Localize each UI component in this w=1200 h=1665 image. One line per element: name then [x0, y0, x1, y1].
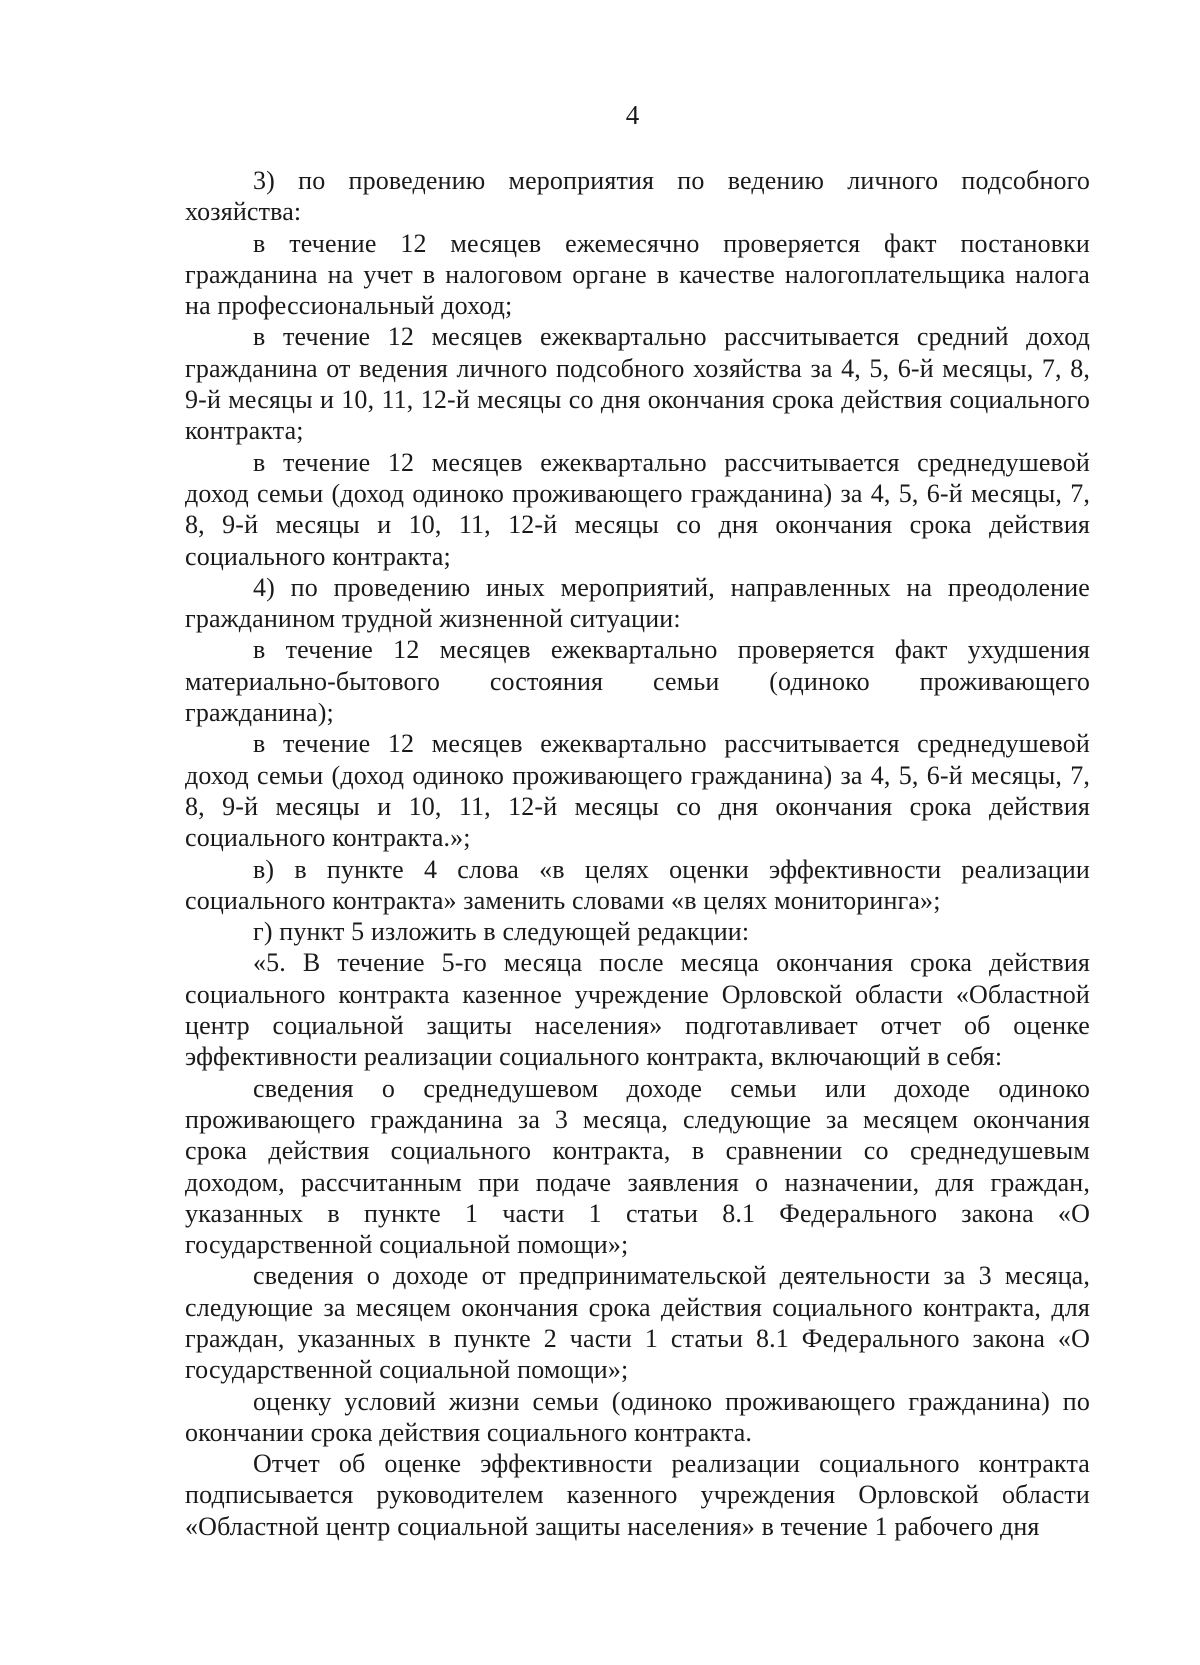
paragraph: сведения о доходе от предпринимательской деятельности за 3 месяца, следующие за месяцем окончания срока действия социального контракта, для граждан, указанных в пункте 2 части 1 статьи 8.1 Федерального закона «О государственной социальной помощи»;: [185, 1261, 1090, 1385]
paragraph: 3) по проведению мероприятия по ведению личного подсобного хозяйства:: [185, 166, 1090, 227]
paragraph: 4) по проведению иных мероприятий, направленных на преодоление гражданином трудной жизненной ситуации:: [185, 572, 1090, 634]
paragraph: в течение 12 месяцев ежеквартально рассчитывается среднедушевой доход семьи (доход одиноко проживающего гражданина) за 4, 5, 6-й месяцы, 7, 8, 9-й месяцы и 10, 11, 12-й месяцы со дня окончания срока действия социального контракта.»;: [185, 729, 1090, 853]
paragraph: оценку условий жизни семьи (одиноко проживающего гражданина) по окончании срока действия социального контракта.: [185, 1386, 1090, 1447]
paragraph: в течение 12 месяцев ежемесячно проверяется факт постановки гражданина на учет в налоговом органе в качестве налогоплательщика налога на профессиональный доход;: [185, 228, 1090, 321]
paragraph: в течение 12 месяцев ежеквартально рассчитывается среднедушевой доход семьи (доход одиноко проживающего гражданина) за 4, 5, 6-й месяцы, 7, 8, 9-й месяцы и 10, 11, 12-й месяцы со дня окончания срока действия социального контракта;: [185, 447, 1090, 571]
paragraph: Отчет об оценке эффективности реализации социального контракта подписывается руководителем казенного учреждения Орловской области «Областной центр социальной защиты населения» в течение 1 рабочего дня: [185, 1449, 1090, 1541]
paragraph: в течение 12 месяцев ежеквартально рассчитывается средний доход гражданина от ведения личного подсобного хозяйства за 4, 5, 6-й месяцы, 7, 8, 9-й месяцы и 10, 11, 12-й месяцы со дня окончания срока действия социального контракта;: [185, 322, 1090, 446]
document-body: [185, 165, 1090, 1542]
paragraph: сведения о среднедушевом доходе семьи или доходе одиноко проживающего гражданина за 3 месяца, следующие за месяцем окончания срока действия социального контракта, в сравнении со среднедушевым доходом, рассчитанным при подаче заявления о назначении, для граждан, указанных в пункте 1 части 1 статьи 8.1 Федерального закона «О государственной социальной помощи»;: [185, 1073, 1090, 1260]
paragraph: «5. В течение 5-го месяца после месяца окончания срока действия социального контракта казенное учреждение Орловской области «Областной центр социальной защиты населения» подготавливает отчет об оценке эффективности реализации социального контракта, включающий в себя:: [185, 948, 1090, 1072]
paragraph: в) в пункте 4 слова «в целях оценки эффективности реализации социального контракта» заменить словами «в целях мониторинга»;: [185, 854, 1090, 915]
page-number: 4: [625, 100, 640, 130]
paragraph: г) пункт 5 изложить в следующей редакции:: [253, 917, 750, 947]
paragraph: в течение 12 месяцев ежеквартально проверяется факт ухудшения материально-бытового состояния семьи (одиноко проживающего гражданина);: [185, 635, 1090, 728]
